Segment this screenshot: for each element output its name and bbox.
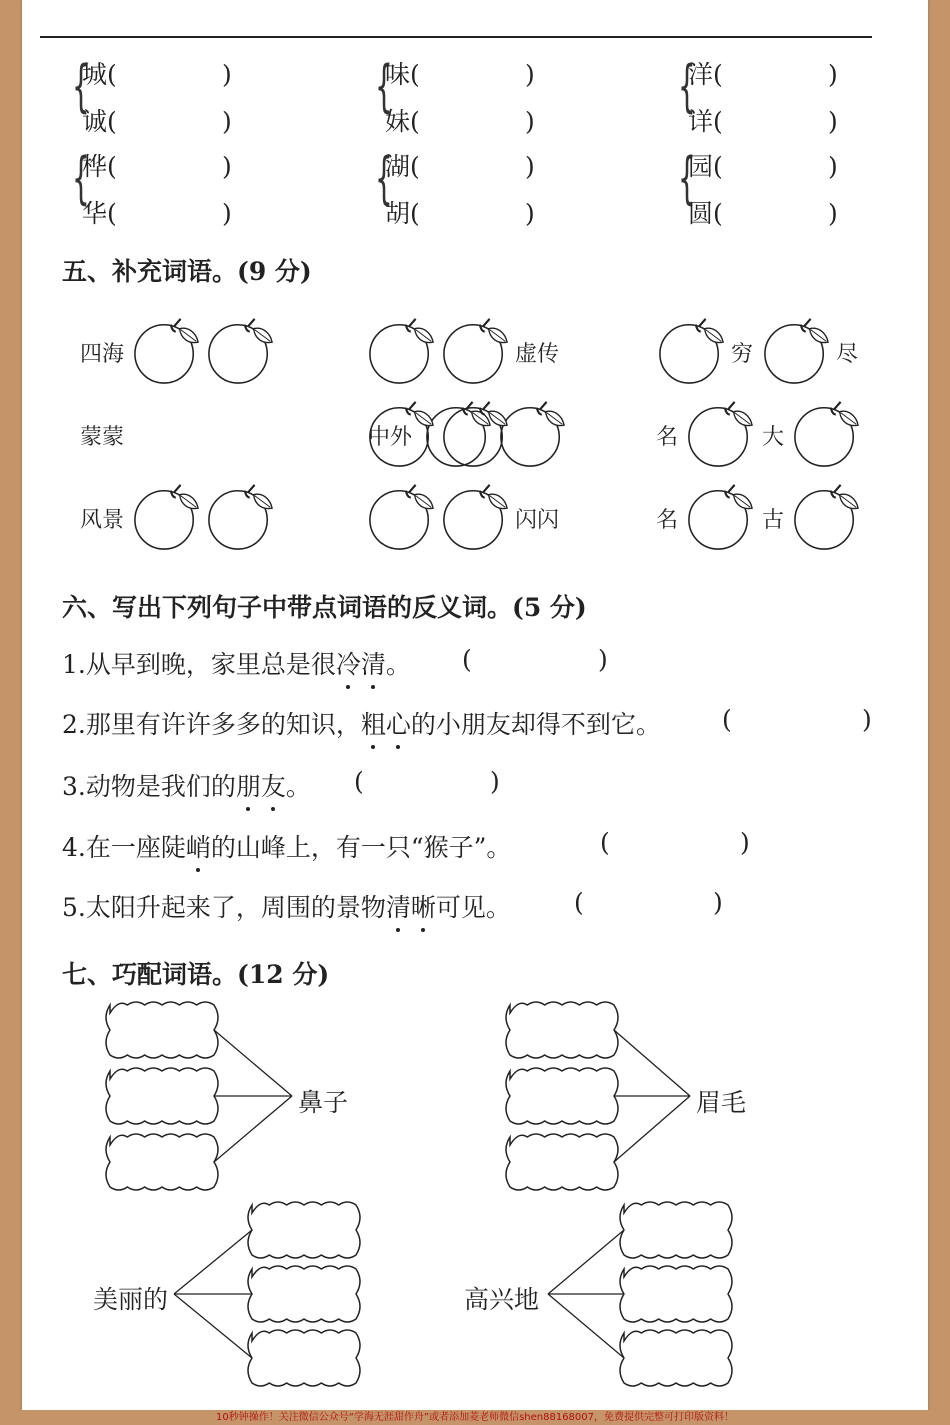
fruit-blank-icon[interactable]: [441, 315, 511, 385]
pair-word-blank: [385, 154, 535, 180]
cloud-answer-box[interactable]: [106, 1002, 218, 1058]
pair-word-blank: [385, 62, 535, 88]
dotted-char: 冷: [336, 645, 361, 681]
pair-brace: {: [375, 146, 393, 211]
pair-char: 圆(: [688, 199, 723, 228]
close-paren: ): [525, 199, 535, 228]
pair-brace: {: [678, 54, 696, 119]
pair-char: 桦(: [82, 152, 117, 181]
fruit-blank-icon[interactable]: [132, 315, 202, 385]
cloud-answer-box[interactable]: [506, 1068, 618, 1124]
fruit-blank-icon[interactable]: [686, 481, 756, 551]
section7-title: 七、巧配词语。(12 分): [62, 960, 330, 989]
pair-word-blank: [82, 62, 232, 88]
fruit-blank-icon[interactable]: [792, 398, 862, 468]
top-divider: [40, 36, 872, 38]
dotted-word: [336, 650, 386, 679]
idiom-given-char: 蒙蒙: [80, 425, 125, 450]
cloud-answer-box[interactable]: [106, 1068, 218, 1124]
answer-close-paren: ): [740, 828, 750, 857]
close-paren: ): [222, 60, 232, 89]
antonym-sentence: [62, 645, 411, 681]
idiom-given-char: 大: [762, 425, 785, 450]
answer-close-paren: ): [862, 705, 872, 734]
idiom-given-char: 虚传: [515, 342, 560, 367]
pair-brace: {: [375, 54, 393, 119]
pair-word-blank: [385, 109, 535, 135]
connector-line: [174, 1294, 252, 1358]
dotted-char: 心: [386, 705, 411, 741]
idiom-given-char: 穷: [731, 342, 754, 367]
fruit-blank-icon[interactable]: [206, 481, 276, 551]
pair-char: 洋(: [688, 60, 723, 89]
close-paren: ): [222, 152, 232, 181]
close-paren: ): [828, 152, 838, 181]
cloud-answer-box[interactable]: [106, 1134, 218, 1190]
pair-char: 味(: [385, 60, 420, 89]
cloud-answer-box[interactable]: [620, 1330, 732, 1386]
pair-char: 园(: [688, 152, 723, 181]
fruit-blank-icon[interactable]: [441, 481, 511, 551]
pair-char: 详(: [688, 107, 723, 136]
answer-open-paren[interactable]: (: [574, 888, 584, 917]
idiom-given-char: 闪闪: [515, 508, 560, 533]
fruit-blank-icon[interactable]: [792, 481, 862, 551]
fruit-blank-icon[interactable]: [657, 315, 727, 385]
sentence-text: 4.在一座陡: [62, 833, 186, 862]
pair-word-blank: [82, 201, 232, 227]
cloud-answer-box[interactable]: [506, 1002, 618, 1058]
dotted-word: [186, 833, 211, 862]
cloud-match-diagram: [0, 990, 950, 1410]
pair-word-blank: [688, 109, 838, 135]
dotted-char: 粗: [361, 705, 386, 741]
dotted-word: [386, 893, 436, 922]
antonym-sentence: [62, 828, 511, 864]
pair-word-blank: [82, 154, 232, 180]
pair-word-blank: [385, 201, 535, 227]
pair-char: 湖(: [385, 152, 420, 181]
fruit-blank-icon[interactable]: [206, 315, 276, 385]
close-paren: ): [525, 60, 535, 89]
connector-line: [174, 1230, 252, 1294]
footer-notice: 10秒钟操作！关注微信公众号“学海无涯甜作舟”或者添加菱老师微信shen88168007，免费提供完整可打印版资料！: [0, 1410, 950, 1425]
pair-word-blank: [82, 109, 232, 135]
antonym-sentence: [62, 767, 311, 803]
fruit-blank-icon[interactable]: [132, 481, 202, 551]
close-paren: ): [222, 199, 232, 228]
sentence-text: 可见。: [435, 893, 511, 922]
idiom-given-char: 四海: [80, 342, 125, 367]
idiom-given-char: 中外: [368, 425, 413, 450]
sentence-text: 的小朋友却得不到它。: [410, 710, 661, 739]
idiom-given-char: 名: [656, 508, 679, 533]
fruit-blank-icon[interactable]: [762, 315, 832, 385]
close-paren: ): [828, 199, 838, 228]
pair-char: 妹(: [385, 107, 420, 136]
close-paren: ): [828, 60, 838, 89]
idiom-given-char: 名: [656, 425, 679, 450]
connector-line: [614, 1096, 690, 1162]
close-paren: ): [222, 107, 232, 136]
sentence-text: 。: [285, 772, 311, 801]
cloud-answer-box[interactable]: [248, 1202, 360, 1258]
dotted-char: 晰: [411, 888, 436, 924]
pair-char: 诚(: [82, 107, 117, 136]
sentence-text: 的山峰上，有一只“猴子”。: [210, 833, 512, 862]
idiom-given-char: 古: [762, 508, 785, 533]
pair-brace: {: [678, 146, 696, 211]
word-eyebrow: 眉毛: [696, 1088, 747, 1117]
dotted-char: 清: [361, 645, 386, 681]
word-nose: 鼻子: [298, 1088, 349, 1117]
dotted-char: 友: [261, 767, 286, 803]
cloud-answer-box[interactable]: [620, 1202, 732, 1258]
fruit-blank-icon[interactable]: [367, 481, 437, 551]
sentence-text: 1.从早到晚，家里总是很: [62, 650, 336, 679]
connector-line: [214, 1030, 292, 1096]
connector-line: [614, 1030, 690, 1096]
pair-word-blank: [688, 62, 838, 88]
fruit-blank-icon[interactable]: [367, 315, 437, 385]
pair-char: 胡(: [385, 199, 420, 228]
cloud-answer-box[interactable]: [248, 1266, 360, 1322]
section6-title: 六、写出下列句子中带点词语的反义词。(5 分): [62, 593, 587, 622]
answer-close-paren: ): [598, 645, 608, 674]
sentence-text: 2.那里有许许多多的知识，: [62, 710, 361, 739]
connector-line: [548, 1230, 624, 1294]
sentence-text: 3.动物是我们的: [62, 772, 236, 801]
close-paren: ): [525, 152, 535, 181]
cloud-answer-box[interactable]: [620, 1266, 732, 1322]
sentence-text: 5.太阳升起来了，周围的景物: [62, 893, 386, 922]
fruit-blank-icon[interactable]: [686, 398, 756, 468]
answer-open-paren[interactable]: (: [600, 828, 610, 857]
close-paren: ): [828, 107, 838, 136]
dotted-char: 峭: [186, 828, 211, 864]
word-happily: 高兴地: [464, 1285, 540, 1314]
section5-title: 五、补充词语。(9 分): [62, 257, 312, 286]
connector-line: [548, 1294, 624, 1358]
sentence-text: 。: [385, 650, 411, 679]
pair-word-blank: [688, 154, 838, 180]
pair-char: 华(: [82, 199, 117, 228]
dotted-word: [236, 772, 286, 801]
dotted-char: 朋: [236, 767, 261, 803]
answer-open-paren[interactable]: (: [462, 645, 472, 674]
answer-close-paren: ): [713, 888, 723, 917]
dotted-word: [361, 710, 411, 739]
cloud-answer-box[interactable]: [248, 1330, 360, 1386]
idiom-given-char: 尽: [836, 342, 859, 367]
dotted-char: 清: [386, 888, 411, 924]
pair-brace: {: [72, 146, 90, 211]
idiom-given-char: 风景: [80, 508, 125, 533]
answer-close-paren: ): [490, 767, 500, 796]
cloud-answer-box[interactable]: [506, 1134, 618, 1190]
answer-open-paren[interactable]: (: [722, 705, 732, 734]
answer-open-paren[interactable]: (: [354, 767, 364, 796]
pair-word-blank: [688, 201, 838, 227]
antonym-sentence: [62, 705, 661, 741]
word-beautiful: 美丽的: [93, 1285, 169, 1314]
connector-line: [214, 1096, 292, 1162]
pair-brace: {: [72, 54, 90, 119]
close-paren: ): [525, 107, 535, 136]
antonym-sentence: [62, 888, 511, 924]
pair-char: 城(: [82, 60, 117, 89]
fruit-blank-icon[interactable]: [441, 398, 511, 468]
